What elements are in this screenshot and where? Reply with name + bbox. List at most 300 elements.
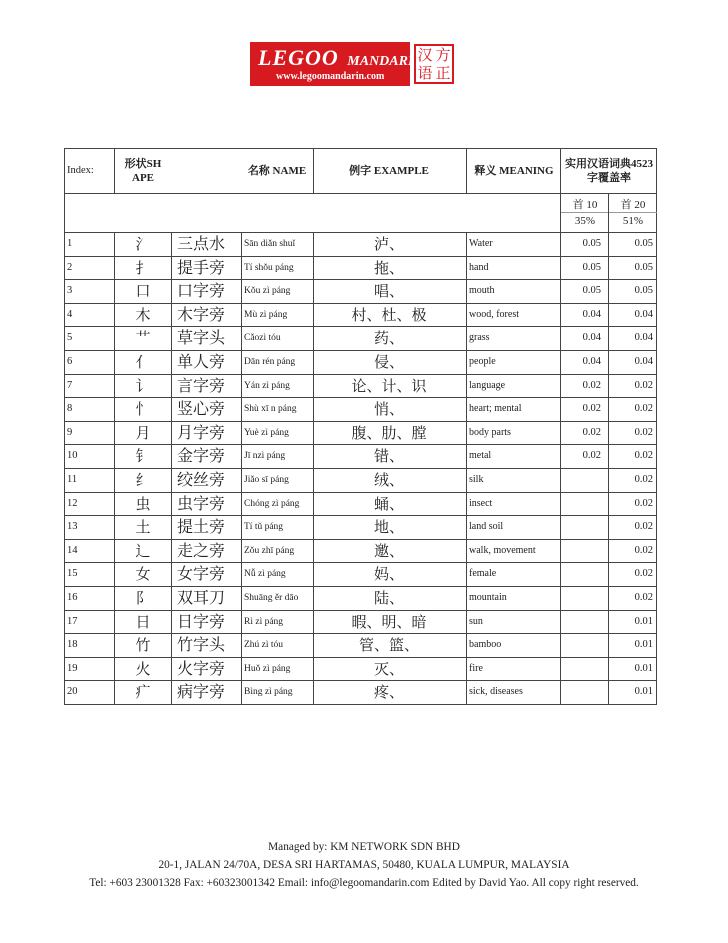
radical-name: 女字旁 [177, 564, 226, 584]
coverage-top10: 0.05 [582, 261, 601, 273]
radical-meaning: sun [469, 615, 483, 627]
coverage-top20: 0.02 [634, 450, 653, 462]
column-divider [313, 563, 314, 586]
row-index: 9 [67, 426, 73, 438]
column-divider [313, 351, 314, 374]
column-divider [608, 194, 609, 232]
column-divider [114, 375, 115, 398]
column-divider [171, 257, 172, 280]
radical-pinyin: Zǒu zhī páng [244, 545, 295, 556]
radical-shape: 女 [135, 565, 151, 584]
coverage-top10: 0.04 [582, 332, 601, 344]
coverage-top10: 0.02 [582, 450, 601, 462]
column-divider [560, 634, 561, 657]
column-divider [608, 398, 609, 421]
seal-char: 方 [435, 46, 451, 64]
column-divider [313, 280, 314, 303]
table-row [65, 445, 656, 469]
coverage-top10 [561, 681, 601, 703]
column-divider [608, 681, 609, 704]
footer-contact: Tel: +603 23001328 Fax: +60323001342 Email: info@legoomandarin.com Edited by David Yao. All copy right reserved. [89, 877, 639, 889]
table-row [65, 398, 656, 422]
radical-meaning: language [469, 379, 506, 391]
coverage-top10 [561, 540, 601, 562]
table-row [65, 280, 656, 304]
coverage-top10: 0.02 [582, 403, 601, 415]
header-meaning: 释义 MEANING [474, 165, 554, 177]
column-divider [241, 257, 242, 280]
column-divider [241, 493, 242, 516]
column-divider [466, 398, 467, 421]
radical-name: 三点水 [177, 234, 226, 253]
header-coverage: 实用汉语词典4523字覆盖率 [565, 158, 653, 184]
radical-meaning: silk [469, 473, 484, 485]
column-divider [560, 351, 561, 374]
column-divider [466, 149, 467, 193]
column-divider [171, 658, 172, 681]
column-divider [114, 516, 115, 539]
column-divider [114, 280, 115, 303]
coverage-top20: 0.02 [634, 591, 653, 603]
table-row [65, 375, 656, 399]
column-divider [466, 658, 467, 681]
column-divider [241, 469, 242, 492]
coverage-top20: 0.02 [634, 403, 653, 415]
page-footer [0, 838, 728, 892]
column-divider [114, 327, 115, 350]
header-index: Index: [67, 165, 94, 176]
row-index: 13 [67, 521, 78, 533]
column-divider [560, 257, 561, 280]
column-divider [466, 445, 467, 468]
radical-meaning: land soil [469, 521, 504, 533]
row-index: 7 [67, 379, 73, 391]
radical-pinyin: Rì zì páng [244, 616, 284, 627]
table-header-row [65, 149, 656, 194]
column-divider [466, 681, 467, 704]
column-divider [241, 540, 242, 563]
column-divider [313, 398, 314, 421]
column-divider [114, 398, 115, 421]
column-divider [608, 469, 609, 492]
radical-meaning: mouth [469, 285, 495, 297]
column-divider [608, 351, 609, 374]
column-divider [171, 516, 172, 539]
coverage-top20: 0.04 [634, 355, 653, 367]
column-divider [560, 327, 561, 350]
top10-label: 首 10 [572, 199, 598, 211]
header-example: 例字 EXAMPLE [349, 165, 429, 177]
column-divider [171, 634, 172, 657]
column-divider [114, 422, 115, 445]
logo-product-name: MANDARIN [347, 54, 424, 69]
row-index: 6 [67, 355, 73, 367]
column-divider [241, 445, 242, 468]
column-divider [313, 681, 314, 704]
row-index: 8 [67, 403, 73, 415]
column-divider [466, 469, 467, 492]
column-divider [241, 398, 242, 421]
column-divider [466, 327, 467, 350]
coverage-top20: 0.01 [634, 615, 653, 627]
column-divider [466, 634, 467, 657]
coverage-top10: 0.04 [582, 308, 601, 320]
column-divider [560, 149, 561, 193]
example-characters: 药、 [373, 329, 404, 348]
example-characters: 陆、 [373, 588, 404, 607]
column-divider [608, 587, 609, 610]
column-divider [313, 658, 314, 681]
coverage-top20: 0.02 [634, 379, 653, 391]
column-divider [466, 611, 467, 634]
coverage-top20: 0.02 [634, 544, 653, 556]
logo-brand-name: LEGOO [258, 45, 339, 70]
column-divider [114, 587, 115, 610]
radical-shape: 阝 [135, 588, 151, 607]
coverage-top10: 0.05 [582, 285, 601, 297]
column-divider [241, 516, 242, 539]
column-divider [466, 351, 467, 374]
column-divider [560, 194, 561, 232]
radical-shape: 钅 [135, 447, 151, 466]
column-divider [466, 422, 467, 445]
radical-meaning: female [469, 568, 497, 580]
top10-percent: 35% [574, 215, 596, 227]
coverage-top20: 0.02 [634, 497, 653, 509]
radical-name: 木字旁 [177, 304, 226, 324]
radical-shape: 口 [135, 282, 151, 301]
column-divider [171, 681, 172, 704]
radical-name: 病字旁 [177, 682, 226, 702]
column-divider [313, 445, 314, 468]
column-divider [466, 257, 467, 280]
radical-meaning: heart; mental [469, 403, 522, 415]
coverage-top20: 0.01 [634, 639, 653, 651]
coverage-top10 [561, 469, 601, 491]
column-divider [560, 280, 561, 303]
radical-shape: 扌 [135, 258, 151, 277]
radical-pinyin: Yán zì páng [244, 380, 290, 391]
column-divider [560, 375, 561, 398]
column-divider [560, 681, 561, 704]
coverage-top10 [561, 658, 601, 680]
radical-shape: 亻 [135, 352, 151, 371]
radical-meaning: hand [469, 261, 489, 273]
column-divider [313, 469, 314, 492]
example-characters: 腹、肋、膛 [351, 423, 427, 442]
column-divider [114, 257, 115, 280]
radical-pinyin: Jī nzì páng [244, 451, 286, 462]
column-divider [241, 658, 242, 681]
example-characters: 蛹、 [373, 494, 404, 513]
column-divider [241, 611, 242, 634]
column-divider [241, 351, 242, 374]
column-divider [466, 233, 467, 256]
coverage-top20: 0.02 [634, 568, 653, 580]
column-divider [241, 587, 242, 610]
table-row [65, 658, 656, 682]
radical-meaning: people [469, 355, 496, 367]
column-divider [313, 327, 314, 350]
radical-name: 草字头 [177, 328, 226, 348]
radical-shape: 月 [135, 423, 151, 442]
coverage-top20: 0.01 [634, 662, 653, 674]
row-index: 14 [67, 544, 78, 556]
column-divider [171, 422, 172, 445]
example-characters: 唱、 [373, 282, 404, 301]
row-index: 20 [67, 686, 78, 698]
column-divider [313, 587, 314, 610]
radical-pinyin: Tí shǒu páng [244, 262, 294, 273]
table-row [65, 516, 656, 540]
radicals-table [64, 148, 657, 705]
radical-meaning: insect [469, 497, 493, 509]
column-divider [171, 351, 172, 374]
column-divider [560, 304, 561, 327]
radical-meaning: walk, movement [469, 544, 536, 556]
table-row [65, 540, 656, 564]
radical-pinyin: Tí tǔ páng [244, 522, 284, 533]
column-divider [466, 280, 467, 303]
row-index: 5 [67, 332, 73, 344]
coverage-top10: 0.02 [582, 379, 601, 391]
radical-pinyin: Chóng zì páng [244, 498, 300, 509]
column-divider [114, 658, 115, 681]
coverage-top20: 0.05 [634, 238, 653, 249]
row-index: 3 [67, 285, 73, 297]
column-divider [608, 257, 609, 280]
column-divider [560, 540, 561, 563]
radical-pinyin: Zhú zì tóu [244, 640, 284, 651]
column-divider [313, 257, 314, 280]
example-characters: 疼、 [373, 683, 404, 702]
example-characters: 悄、 [373, 400, 404, 419]
column-divider [466, 516, 467, 539]
column-divider [608, 634, 609, 657]
row-index: 19 [67, 662, 78, 674]
seal-char: 语 [417, 64, 433, 82]
radical-name: 走之旁 [177, 540, 226, 560]
coverage-top20: 0.02 [634, 521, 653, 533]
example-characters: 地、 [373, 518, 404, 537]
column-divider [171, 540, 172, 563]
column-divider [171, 493, 172, 516]
column-divider [171, 563, 172, 586]
column-divider [466, 563, 467, 586]
example-characters: 妈、 [373, 565, 404, 584]
table-row [65, 563, 656, 587]
radical-meaning: bamboo [469, 639, 502, 651]
radical-name: 口字旁 [177, 281, 226, 301]
radical-shape: 火 [135, 659, 151, 678]
column-divider [313, 422, 314, 445]
radical-name: 单人旁 [177, 351, 226, 371]
logo-banner [250, 42, 424, 86]
column-divider [171, 375, 172, 398]
radical-meaning: body parts [469, 426, 511, 438]
row-index: 17 [67, 615, 78, 627]
coverage-top20: 0.05 [634, 261, 653, 273]
column-divider [608, 327, 609, 350]
column-divider [560, 658, 561, 681]
top20-label: 首 20 [620, 199, 646, 211]
column-divider [114, 611, 115, 634]
column-divider [241, 327, 242, 350]
radical-pinyin: Nǚ zì páng [244, 569, 286, 580]
radical-name: 竖心旁 [177, 399, 226, 419]
column-divider [114, 233, 115, 256]
radical-meaning: Water [469, 238, 493, 249]
example-characters: 拖、 [373, 258, 404, 277]
radical-meaning: grass [469, 332, 490, 344]
column-divider [466, 375, 467, 398]
example-characters: 侵、 [373, 352, 404, 371]
seal-char: 正 [435, 64, 451, 82]
column-divider [241, 233, 242, 256]
column-divider [560, 445, 561, 468]
column-divider [313, 304, 314, 327]
radical-shape: 辶 [135, 541, 151, 560]
brand-logo [250, 42, 480, 86]
row-index: 16 [67, 591, 78, 603]
radical-meaning: wood, forest [469, 308, 519, 320]
column-divider [171, 327, 172, 350]
table-row [65, 304, 656, 328]
coverage-top20: 0.04 [634, 332, 653, 344]
radical-name: 提土旁 [177, 517, 226, 537]
column-divider [114, 493, 115, 516]
column-divider [608, 233, 609, 256]
radical-meaning: metal [469, 450, 492, 462]
column-divider [560, 587, 561, 610]
header-shape: 形状SH APE [124, 158, 162, 184]
column-divider [241, 280, 242, 303]
table-row [65, 611, 656, 635]
column-divider [171, 445, 172, 468]
table-row [65, 327, 656, 351]
radical-name: 提手旁 [177, 257, 226, 277]
column-divider [171, 304, 172, 327]
radical-pinyin: Bìng zì páng [244, 687, 293, 698]
radical-meaning: mountain [469, 591, 507, 603]
coverage-top10 [561, 587, 601, 609]
column-divider [171, 280, 172, 303]
column-divider [313, 493, 314, 516]
table-row [65, 257, 656, 281]
coverage-top20: 0.02 [634, 426, 653, 438]
column-divider [466, 540, 467, 563]
column-divider [171, 233, 172, 256]
example-characters: 管、篮、 [358, 636, 419, 655]
column-divider [560, 398, 561, 421]
column-divider [171, 611, 172, 634]
column-divider [560, 493, 561, 516]
column-divider [608, 658, 609, 681]
example-characters: 暇、明、暗 [351, 612, 427, 631]
radical-meaning: fire [469, 662, 483, 674]
radical-meaning: sick, diseases [469, 686, 523, 698]
example-characters: 灭、 [373, 659, 404, 678]
radical-pinyin: Yuè zì páng [244, 427, 289, 438]
column-divider [114, 351, 115, 374]
example-characters: 邀、 [373, 541, 404, 560]
logo-url: www.legoomandarin.com [276, 71, 385, 82]
table-row [65, 233, 656, 257]
row-index: 15 [67, 568, 78, 580]
table-body [65, 233, 656, 704]
radical-shape: 虫 [135, 494, 151, 513]
column-divider [241, 375, 242, 398]
coverage-top10 [561, 516, 601, 538]
radical-name: 言字旁 [177, 375, 226, 395]
footer-managed-by: Managed by: KM NETWORK SDN BHD [268, 841, 460, 853]
table-row [65, 587, 656, 611]
coverage-top20: 0.05 [634, 285, 653, 297]
column-divider [171, 587, 172, 610]
column-divider [608, 540, 609, 563]
seal-char: 汉 [417, 46, 433, 64]
column-divider [241, 634, 242, 657]
radical-shape: 忄 [135, 400, 151, 419]
radical-shape: 土 [135, 518, 151, 537]
column-divider [241, 563, 242, 586]
table-row [65, 493, 656, 517]
radical-name: 日字旁 [177, 611, 226, 631]
coverage-top10: 0.05 [582, 238, 601, 249]
column-divider [560, 233, 561, 256]
column-divider [114, 634, 115, 657]
radical-shape: 竹 [135, 636, 151, 655]
radical-name: 虫字旁 [177, 493, 226, 513]
top20-percent: 51% [622, 215, 644, 227]
column-divider [241, 422, 242, 445]
radical-pinyin: Shù xī n páng [244, 404, 297, 415]
column-divider [114, 445, 115, 468]
logo-seal [414, 44, 454, 84]
column-divider [313, 634, 314, 657]
example-characters: 论、计、识 [351, 376, 427, 395]
radical-pinyin: Cǎozì tóu [244, 333, 281, 344]
column-divider [608, 280, 609, 303]
radical-pinyin: Huǒ zì páng [244, 663, 291, 674]
radical-shape: 讠 [135, 376, 151, 395]
column-divider [114, 540, 115, 563]
column-divider [241, 304, 242, 327]
column-divider [313, 149, 314, 193]
column-divider [313, 233, 314, 256]
coverage-top10 [561, 493, 601, 515]
column-divider [241, 681, 242, 704]
radical-name: 竹字头 [177, 635, 226, 655]
column-divider [466, 304, 467, 327]
radical-shape: 日 [135, 612, 151, 631]
coverage-top20: 0.04 [634, 308, 653, 320]
column-divider [560, 611, 561, 634]
coverage-top10: 0.04 [582, 355, 601, 367]
radical-pinyin: Mù zì páng [244, 309, 288, 320]
header-name: 名称 NAME [247, 165, 307, 177]
column-divider [560, 516, 561, 539]
table-row [65, 422, 656, 446]
radical-pinyin: Shuāng ěr dāo [244, 592, 299, 603]
radical-shape: 氵 [135, 235, 151, 253]
radical-pinyin: Kǒu zì páng [244, 286, 291, 297]
coverage-top10: 0.02 [582, 426, 601, 438]
coverage-top10 [561, 634, 601, 656]
column-divider [608, 422, 609, 445]
row-index: 2 [67, 261, 73, 273]
radical-pinyin: Jiǎo sī páng [244, 474, 289, 485]
